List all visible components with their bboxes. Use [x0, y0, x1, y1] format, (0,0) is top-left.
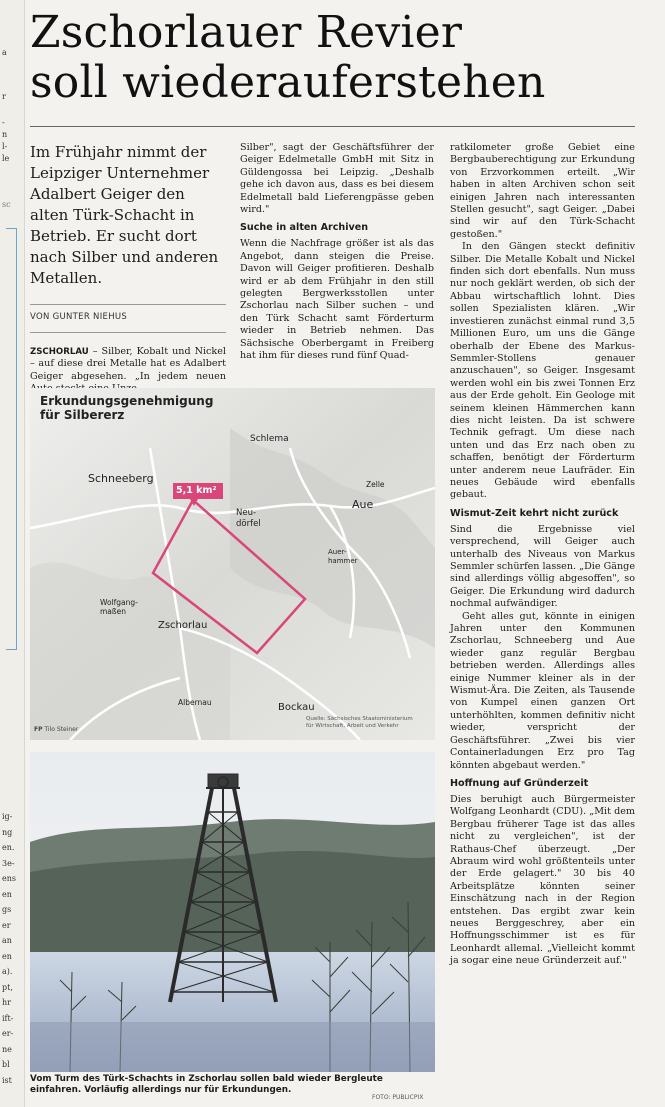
map-credit: FP Tilo Steiner	[34, 726, 79, 733]
edge-fragment: sc	[2, 200, 11, 209]
photo-foreground	[30, 1022, 435, 1072]
subheading: Wismut-Zeit kehrt nicht zurück	[450, 507, 619, 519]
photo-caption: Vom Turm des Türk-Schachts in Zschorlau sollen bald wieder Bergleute einfahren. Vorläufig allerdings nur für Erkundungen.	[30, 1074, 383, 1095]
edge-fragment: 3e-	[2, 858, 15, 868]
edge-fragment: hr	[2, 998, 11, 1007]
paragraph: Dies beruhigt auch Bürgermeister Wolfgang Leonhardt (CDU). „Mit dem Bergbau früherer Tage ist das alles nicht zu vergleichen", ist der Rathaus-Chef überzeugt. „Der Abraum wird wohl größtenteils unter der Erde gelagert." 30 bis 40 Arbeitsplätze könnten seiner Einschätzung nach in der Region entstehen. Das ergibt zwar kein neues Berggeschrey, aber ein Hoffnungsschimmer ist es für Leonhardt allemal. „Vielleicht kommt ja sogar eine neue Gründerzeit auf."	[450, 793, 635, 967]
paragraph: Sind die Ergebnisse viel versprechend, will Geiger auch unterhalb des Niveaus von Markus Semmler schürfen lassen. „Die Gänge sind allerdings völlig abgesoffen", so Geiger. Die Erkundung wird dadurch nochmal aufwändiger.	[450, 523, 635, 610]
edge-fragment: bl	[2, 1060, 10, 1069]
map-source: Quelle: Sächsisches Staatsministerium für Wirtschaft, Arbeit und Verkehr	[306, 716, 413, 729]
edge-fragment: gs	[2, 905, 12, 914]
edge-fragment: ens	[2, 874, 16, 883]
column-2	[240, 142, 434, 363]
edge-fragment: ng	[2, 827, 13, 837]
dateline: ZSCHORLAU	[30, 347, 89, 357]
edge-fragment: a	[2, 48, 7, 57]
headline-line-2: soll wiederauferstehen	[30, 57, 546, 108]
edge-fragment: er-	[2, 1029, 14, 1038]
map-graphic	[30, 388, 435, 740]
photo-graphic	[30, 752, 435, 1072]
lead-paragraph: Im Frühjahr nimmt der Leipziger Unternehmer Adalbert Geiger den alten Türk-Schacht in Betrieb. Er sucht dort nach Silber und anderen Metallen.	[30, 143, 219, 287]
place-schneeberg: Schneeberg	[88, 472, 154, 485]
subheading: Hoffnung auf Gründerzeit	[450, 777, 589, 789]
subheading: Suche in alten Archiven	[240, 222, 369, 234]
place-zschorlau: Zschorlau	[158, 620, 208, 631]
edge-fragment: ist	[2, 1075, 12, 1085]
area-label: 5,1 km²	[176, 485, 217, 496]
edge-fragment: en	[2, 889, 12, 899]
edge-fragment: er	[2, 920, 11, 930]
place-zelle: Zelle	[366, 480, 385, 489]
headframe-photo	[30, 752, 435, 1072]
edge-fragment: en.	[2, 843, 15, 852]
paragraph: Geht alles gut, könnte in einigen Jahren unter den Kommunen Zschorlau, Schneeberg und Aue wieder ganz regulär Bergbau betrieben werden. Allerdings alles einige Nummer kleiner als in der Wismut-Ära. Die Zeiten, als Tausende von Kumpel einen ganzen Ort unterhöhlten, kommen definitiv nicht wieder, verspricht der Geschäftsführer. „Zwei bis vier Containerladungen Erz pro Tag könnten abgebaut werden."	[450, 610, 635, 771]
edge-fragment: pt,	[2, 982, 13, 992]
map-title: Erkundungsgenehmigung für Silbererz	[40, 394, 214, 422]
column-3	[450, 142, 635, 968]
place-wolfgangmassen: Wolfgang- maßen	[100, 598, 138, 616]
headline-line-1: Zschorlauer Revier	[30, 7, 463, 58]
edge-fragment: l-	[2, 142, 8, 151]
place-aue: Aue	[352, 498, 374, 511]
edge-fragment: a).	[2, 967, 13, 976]
edge-fragment: ig-	[2, 812, 13, 821]
place-bockau: Bockau	[278, 702, 315, 713]
edge-box	[6, 228, 17, 650]
headline-rule	[30, 126, 635, 127]
byline: VON GUNTER NIEHUS	[30, 312, 128, 322]
paragraph: In den Gängen steckt definitiv Silber. Die Metalle Kobalt und Nickel finden sich dort ebenfalls. Nun muss nur noch geklärt werden, ob sich der Abbau wirtschaftlich lohnt. Dies sollen Spezialisten klären. „Wir investieren zunächst einmal rund 3,5 Millionen Euro, um uns die Gänge oberhalb der Ebene des Markus-Semmler-Stollens genauer anzuschauen", so Geiger. Insgesamt werden wohl ein bis zwei Tonnen Erz aus der Erde geholt. Ein Geologe mit seinem kleinen Hämmerchen kann dies nicht leisten. Da ist schwere Technik gefragt. Um diese nach unten und das Erz nach oben zu schaffen, benötigt der Förderturm unter anderem neue Laufräder. Ein neues Gebäude wird ebenfalls gebaut.	[450, 241, 635, 501]
edge-fragment: le	[2, 154, 10, 163]
paragraph: Silber", sagt der Geschäftsführer der Geiger Edelmetalle GmbH mit Sitz in Güldengossa bei Leipzig. „Deshalb gehe ich davon aus, dass es bei diesem Edelmetall bald Lieferengpässe geben wird."	[240, 142, 434, 216]
headline	[30, 8, 630, 108]
place-neudoerfel: Neu- dörfel	[236, 508, 261, 529]
edge-fragment: n	[2, 130, 8, 139]
place-albernau: Albernau	[178, 698, 212, 707]
edge-fragment: r	[2, 92, 6, 101]
exploration-map	[30, 388, 435, 740]
paragraph: Wenn die Nachfrage größer ist als das Angebot, dann steigen die Preise. Davon will Geiger profitieren. Deshalb wird er ab dem Frühjahr in den still gelegten Bergwerksstollen unter Zschorlau nach Silber suchen – und den Türk Schacht samt Förderturm wieder in Betrieb nehmen. Das Sächsische Oberbergamt in Freiberg hat ihm für dieses rund fünf Quad-	[240, 238, 434, 362]
photo-credit: FOTO: PUBLICPIX	[372, 1094, 424, 1101]
edge-fragment: -	[2, 118, 5, 127]
byline-rule-bottom	[30, 332, 226, 333]
paragraph: ratkilometer große Gebiet eine Bergbauberechtigung zur Erkundung von Erzvorkommen erteilt. „Wir haben in alten Archiven schon seit einigen Jahren nach interessanten Stellen gesucht", sagt Geiger. „Dabei sind wir auf den Türk-Schacht gestoßen."	[450, 142, 635, 240]
edge-fragment: ift-	[2, 1013, 14, 1023]
place-auerhammer: Auer- hammer	[328, 548, 358, 565]
edge-fragment: ne	[2, 1044, 12, 1054]
edge-fragment: en	[2, 951, 12, 961]
place-schlema: Schlema	[250, 434, 289, 444]
adjacent-article-edge	[0, 0, 25, 1107]
column-1-text: – Silber, Kobalt und Nickel – auf diese drei Metalle hat es Adalbert Geiger abgesehen. „In jedem neuen	[30, 346, 226, 382]
edge-fragment: an	[2, 936, 12, 945]
byline-rule-top	[30, 304, 226, 305]
